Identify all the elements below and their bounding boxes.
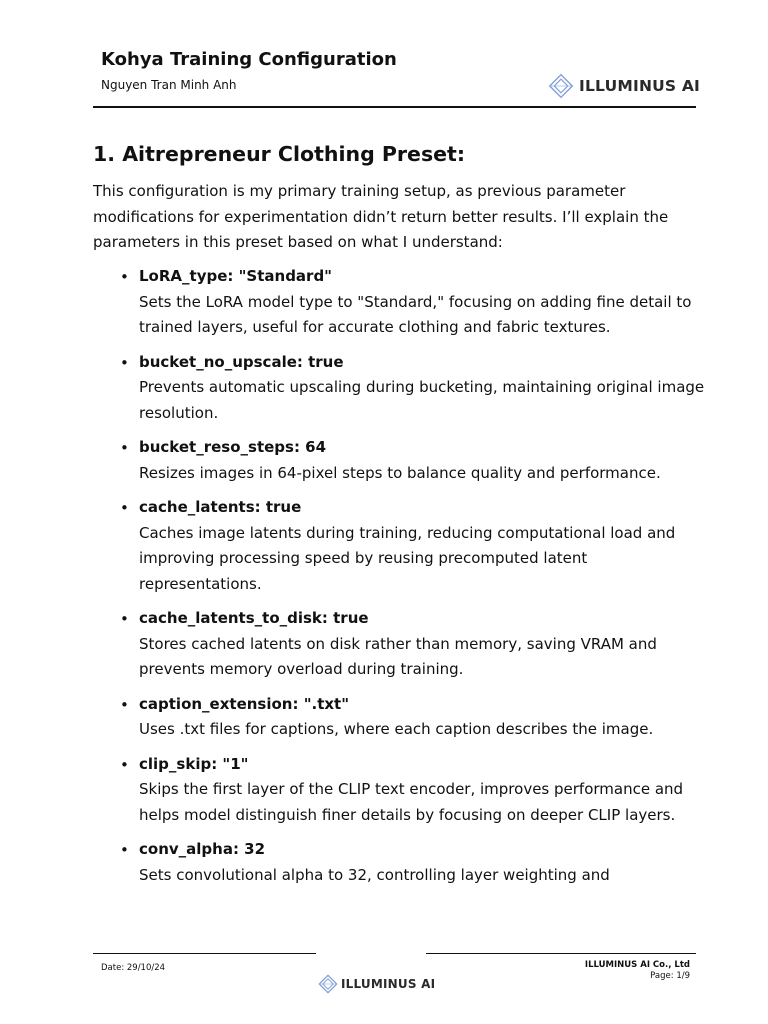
logo-text: ILLUMINUS AI bbox=[341, 977, 436, 991]
parameter-description: Sets the LoRA model type to "Standard," focusing on adding fine detail to trained layers, useful for accurate clothing and fabric textures. bbox=[139, 292, 692, 336]
parameter-name: bucket_no_upscale: true bbox=[139, 352, 344, 371]
section-heading: 1. Aitrepreneur Clothing Preset: bbox=[93, 142, 466, 166]
footer-page-number: Page: 1/9 bbox=[650, 971, 690, 981]
header-divider bbox=[93, 106, 696, 108]
parameter-name: clip_skip: "1" bbox=[139, 754, 249, 773]
bullet-icon: • bbox=[120, 755, 129, 774]
parameter-item bbox=[93, 350, 705, 427]
parameter-name: bucket_reso_steps: 64 bbox=[139, 438, 327, 456]
diamond-logo-icon bbox=[318, 974, 338, 994]
parameter-item bbox=[93, 495, 705, 597]
parameter-item bbox=[93, 435, 705, 486]
diamond-logo-icon bbox=[548, 73, 574, 99]
parameter-description: Skips the first layer of the CLIP text encoder, improves performance and helps model distinguish finer details by focusing on deeper CLIP layers. bbox=[139, 780, 684, 824]
parameter-description: Resizes images in 64-pixel steps to balance quality and performance. bbox=[139, 463, 661, 482]
intro-paragraph: This configuration is my primary training setup, as previous parameter modifications for experimentation didn’t return better results. I’ll explain the parameters in this preset based on what I understand: bbox=[93, 182, 669, 251]
document-title: Kohya Training Configuration bbox=[101, 49, 397, 70]
bullet-icon: • bbox=[120, 268, 129, 286]
parameter-description: Sets convolutional alpha to 32, controlling layer weighting and bbox=[139, 865, 610, 884]
bullet-icon: • bbox=[120, 610, 129, 628]
bullet-icon: • bbox=[120, 841, 129, 859]
parameter-name: cache_latents: true bbox=[139, 498, 302, 516]
parameter-description: Uses .txt files for captions, where each caption describes the image. bbox=[139, 720, 654, 738]
illuminus-logo bbox=[548, 73, 700, 99]
footer-divider-right bbox=[426, 953, 696, 954]
bullet-icon: • bbox=[120, 439, 129, 457]
parameter-description: Caches image latents during training, reducing computational load and improving processing speed by reusing precomputed latent representations. bbox=[139, 523, 676, 593]
bullet-icon: • bbox=[120, 499, 129, 517]
footer-date: Date: 29/10/24 bbox=[101, 963, 166, 973]
parameter-name: LoRA_type: "Standard" bbox=[139, 267, 333, 285]
illuminus-footer-logo bbox=[318, 974, 435, 994]
parameter-name: cache_latents_to_disk: true bbox=[139, 609, 369, 627]
parameter-name: caption_extension: ".txt" bbox=[139, 694, 350, 713]
parameter-item bbox=[93, 752, 705, 829]
parameter-item bbox=[93, 837, 705, 888]
parameter-list bbox=[93, 264, 705, 897]
parameter-item bbox=[93, 606, 705, 683]
bullet-icon: • bbox=[120, 353, 129, 372]
footer-company: ILLUMINUS AI Co., Ltd bbox=[584, 960, 690, 970]
bullet-icon: • bbox=[120, 695, 129, 714]
parameter-description: Stores cached latents on disk rather than memory, saving VRAM and prevents memory overload during training. bbox=[139, 634, 657, 678]
footer-divider-left bbox=[93, 953, 316, 954]
parameter-name: conv_alpha: 32 bbox=[139, 840, 266, 858]
logo-text: ILLUMINUS AI bbox=[579, 77, 701, 95]
parameter-description: Prevents automatic upscaling during bucketing, maintaining original image resolution. bbox=[139, 378, 705, 422]
parameter-item bbox=[93, 692, 705, 743]
document-author: Nguyen Tran Minh Anh bbox=[101, 78, 237, 92]
parameter-item bbox=[93, 264, 705, 341]
